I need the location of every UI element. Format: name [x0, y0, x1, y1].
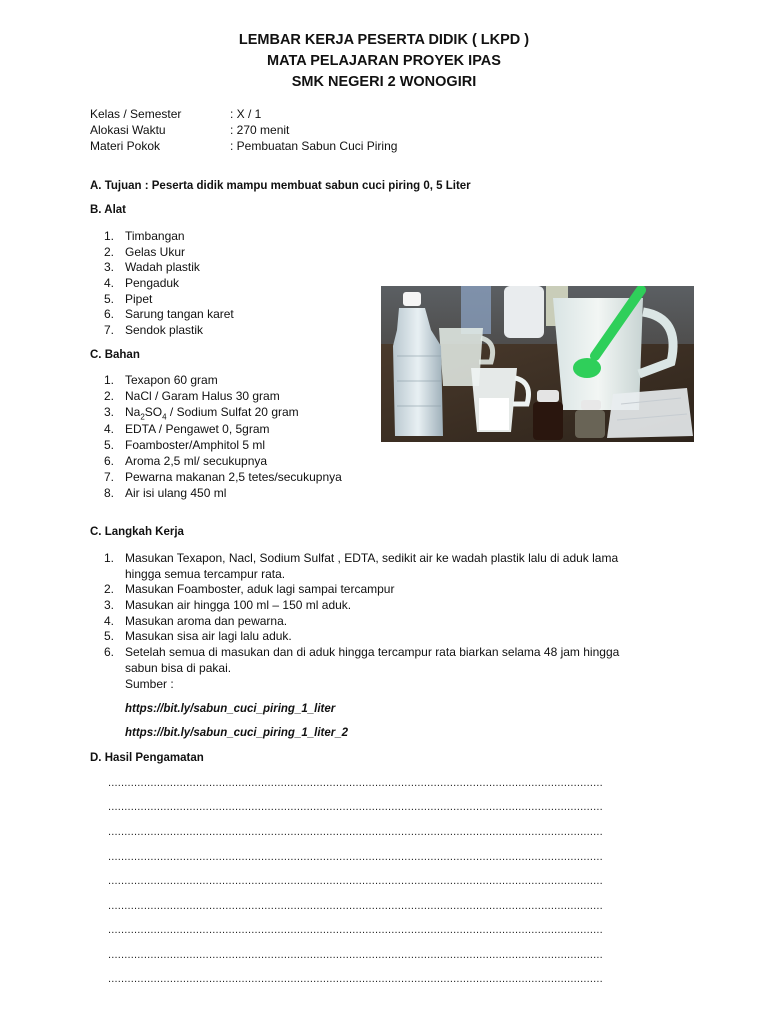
bahan-item: 5. Foamboster/Amphitol 5 ml: [104, 438, 266, 452]
answer-line: ........................................................................................................................................................: [108, 875, 603, 887]
tujuan-heading: A. Tujuan : Peserta didik mampu membuat sabun cuci piring 0, 5 Liter: [90, 180, 471, 192]
alat-item: 5. Pipet: [104, 292, 153, 306]
alat-item: 7. Sendok plastik: [104, 323, 204, 337]
sumber-label: Sumber :: [125, 677, 174, 691]
materials-photo: [381, 286, 694, 442]
answer-line: ........................................................................................................................................................: [108, 851, 603, 863]
meta-value: : 270 menit: [230, 123, 290, 137]
answer-line: ........................................................................................................................................................: [108, 949, 603, 961]
bahan-item: 1. Texapon 60 gram: [104, 373, 218, 387]
source-link-2[interactable]: https://bit.ly/sabun_cuci_piring_1_liter_2: [125, 727, 349, 739]
alat-item: 3. Wadah plastik: [104, 260, 200, 274]
title-line-3: SMK NEGERI 2 WONOGIRI: [291, 74, 477, 90]
langkah-item: 4. Masukan aroma dan pewarna.: [104, 614, 288, 628]
alat-heading: B. Alat: [90, 204, 126, 216]
answer-line: ........................................................................................................................................................: [108, 777, 603, 789]
bahan-heading: C. Bahan: [90, 349, 140, 361]
title-line-1: LEMBAR KERJA PESERTA DIDIK ( LKPD ): [238, 32, 530, 48]
langkah-item-continued: sabun bisa di pakai.: [125, 661, 232, 675]
meta-label: Alokasi Waktu: [90, 123, 166, 137]
bahan-item: 6. Aroma 2,5 ml/ secukupnya: [104, 454, 268, 468]
alat-item: 4. Pengaduk: [104, 276, 180, 290]
source-link-1[interactable]: https://bit.ly/sabun_cuci_piring_1_liter: [125, 703, 336, 715]
alat-item: 2. Gelas Ukur: [104, 245, 186, 259]
hasil-heading: D. Hasil Pengamatan: [90, 752, 204, 764]
langkah-item: 5. Masukan sisa air lagi lalu aduk.: [104, 629, 292, 643]
meta-label: Materi Pokok: [90, 139, 161, 153]
bahan-item: 8. Air isi ulang 450 ml: [104, 486, 227, 500]
langkah-item: 1. Masukan Texapon, Nacl, Sodium Sulfat , EDTA, sedikit air ke wadah plastik lalu di aduk lama: [104, 551, 619, 565]
langkah-heading: C. Langkah Kerja: [90, 526, 184, 538]
meta-label: Kelas / Semester: [90, 107, 182, 121]
alat-item: 6. Sarung tangan karet: [104, 307, 234, 321]
answer-line: ........................................................................................................................................................: [108, 826, 603, 838]
langkah-item-continued: hingga semua tercampur rata.: [125, 567, 286, 581]
meta-value: : Pembuatan Sabun Cuci Piring: [230, 139, 398, 153]
bahan-item: 7. Pewarna makanan 2,5 tetes/secukupnya: [104, 470, 342, 484]
bahan-item: 4. EDTA / Pengawet 0, 5gram: [104, 422, 270, 436]
bahan-item: 3. $Na_2SO_4$ / Sodium Sulfat 20 gram: [104, 405, 299, 422]
alat-item: 1. Timbangan: [104, 229, 185, 243]
meta-value: : X / 1: [230, 107, 262, 121]
answer-line: ........................................................................................................................................................: [108, 973, 603, 985]
answer-line: ........................................................................................................................................................: [108, 924, 603, 936]
langkah-item: 6. Setelah semua di masukan dan di aduk hingga tercampur rata biarkan selama 48 jam hingga: [104, 645, 620, 659]
bahan-item: 2. NaCl / Garam Halus 30 gram: [104, 389, 280, 403]
title-line-2: MATA PELAJARAN PROYEK IPAS: [267, 53, 501, 69]
langkah-item: 3. Masukan air hingga 100 ml – 150 ml aduk.: [104, 598, 352, 612]
answer-line: ........................................................................................................................................................: [108, 900, 603, 912]
answer-line: ........................................................................................................................................................: [108, 801, 603, 813]
langkah-item: 2. Masukan Foamboster, aduk lagi sampai tercampur: [104, 582, 395, 596]
